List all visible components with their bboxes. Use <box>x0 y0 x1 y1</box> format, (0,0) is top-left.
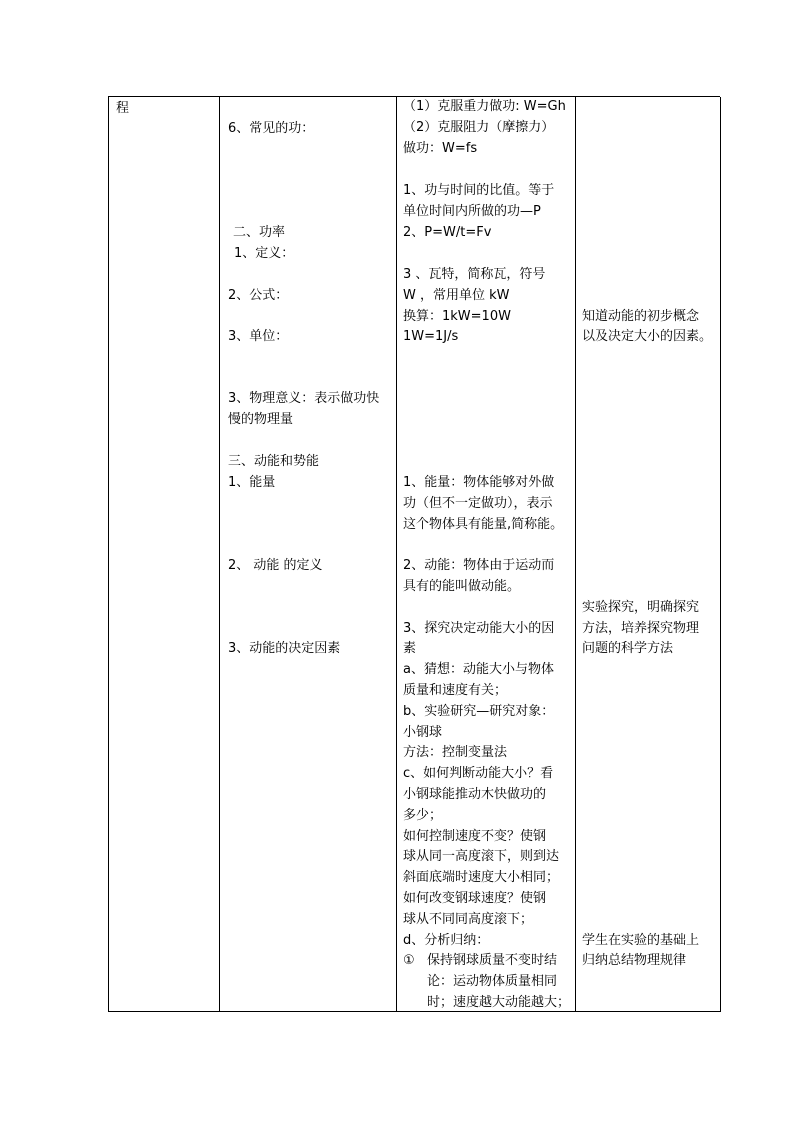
kinetic-definition-label: 2、 动能 的定义 <box>228 558 323 573</box>
conclusion-line1: 保持钢球质量不变时结 <box>427 953 558 968</box>
explore-line10: 多少； <box>403 808 443 823</box>
column-explanation <box>397 97 576 1012</box>
kinetic-def-line1: 2、动能：物体由于运动而 <box>403 558 555 573</box>
column-stage <box>109 97 220 1012</box>
goal-experiment-line3: 问题的科学方法 <box>582 641 674 656</box>
energy-def-line1: 1、能量：物体能够对外做 <box>403 475 555 490</box>
work-resistance-line2: 做功：W=fs <box>403 141 478 156</box>
explore-line4: 质量和速度有关； <box>403 683 508 698</box>
explore-line13: 斜面底端时速度大小相同； <box>403 870 560 885</box>
power-conversion-2: 1W=1J/s <box>403 329 459 344</box>
list-number-circle-1: ① <box>403 953 415 968</box>
goal-kinetic-line1: 知道动能的初步概念 <box>582 309 700 324</box>
goal-experiment-line1: 实验探究，明确探究 <box>582 600 700 615</box>
column-goal <box>576 97 721 1012</box>
kinetic-def-line2: 具有的能叫做动能。 <box>403 579 521 594</box>
power-def-line2: 单位时间内所做的功—P <box>403 204 541 219</box>
explore-line3: a、猜想：动能大小与物体 <box>403 662 554 677</box>
definition-label: 1、定义： <box>234 246 295 261</box>
common-work-heading: 6、常见的功： <box>228 121 315 136</box>
conclusion-line3: 时；速度越大动能越大； <box>427 995 571 1010</box>
formula-label: 2、公式： <box>228 288 289 303</box>
goal-summary-line2: 归纳总结物理规律 <box>582 953 687 968</box>
power-heading: 二、功率 <box>233 225 286 240</box>
goal-experiment-line2: 方法，培养探究物理 <box>582 621 700 636</box>
power-unit-line2: W ，常用单位 kW <box>403 288 510 303</box>
kinetic-factors-label: 3、动能的决定因素 <box>228 641 341 656</box>
explore-line1: 3、探究决定动能大小的因 <box>403 621 555 636</box>
explore-line16: d、分析归纳： <box>403 933 490 948</box>
stage-char: 程 <box>116 101 130 116</box>
explore-line14: 如何改变钢球速度？使钢 <box>403 891 547 906</box>
explore-line8: c、如何判断动能大小？看 <box>403 766 554 781</box>
unit-label: 3、单位： <box>228 329 289 344</box>
power-def-line1: 1、功与时间的比值。等于 <box>403 183 555 198</box>
explore-line11: 如何控制速度不变？使钢 <box>403 829 547 844</box>
explore-line12: 球从同一高度滚下，则到达 <box>403 849 560 864</box>
physical-meaning-line2: 慢的物理量 <box>228 412 294 427</box>
power-unit-line1: 3 、瓦特，简称瓦，符号 <box>403 267 546 282</box>
lesson-table <box>108 96 720 1012</box>
explore-line15: 球从不同同高度滚下； <box>403 912 534 927</box>
conclusion-line2: 论：运动物体质量相同 <box>427 974 558 989</box>
explore-line6: 小钢球 <box>403 725 443 740</box>
kinetic-potential-heading: 三、动能和势能 <box>228 454 320 469</box>
power-conversion: 换算：1kW=10W <box>403 309 511 324</box>
column-content <box>220 97 397 1012</box>
energy-def-line3: 这个物体具有能量,简称能。 <box>403 517 564 532</box>
work-gravity: （1）克服重力做功: W=Gh <box>403 99 566 114</box>
power-formula: 2、P=W/t=Fv <box>403 225 492 240</box>
goal-kinetic-line2: 以及决定大小的因素。 <box>582 329 713 344</box>
work-resistance-line1: （2）克服阻力（摩擦力） <box>403 120 555 135</box>
physical-meaning-line1: 3、物理意义：表示做功快 <box>228 391 380 406</box>
energy-def-line2: 功（但不一定做功），表示 <box>403 496 553 511</box>
explore-line9: 小钢球能推动木快做功的 <box>403 787 547 802</box>
goal-summary-line1: 学生在实验的基础上 <box>582 933 700 948</box>
explore-line7: 方法：控制变量法 <box>403 745 508 760</box>
explore-line5: b、实验研究—研究对象： <box>403 704 555 719</box>
energy-label: 1、能量 <box>228 475 276 490</box>
explore-line2: 素 <box>403 641 417 656</box>
